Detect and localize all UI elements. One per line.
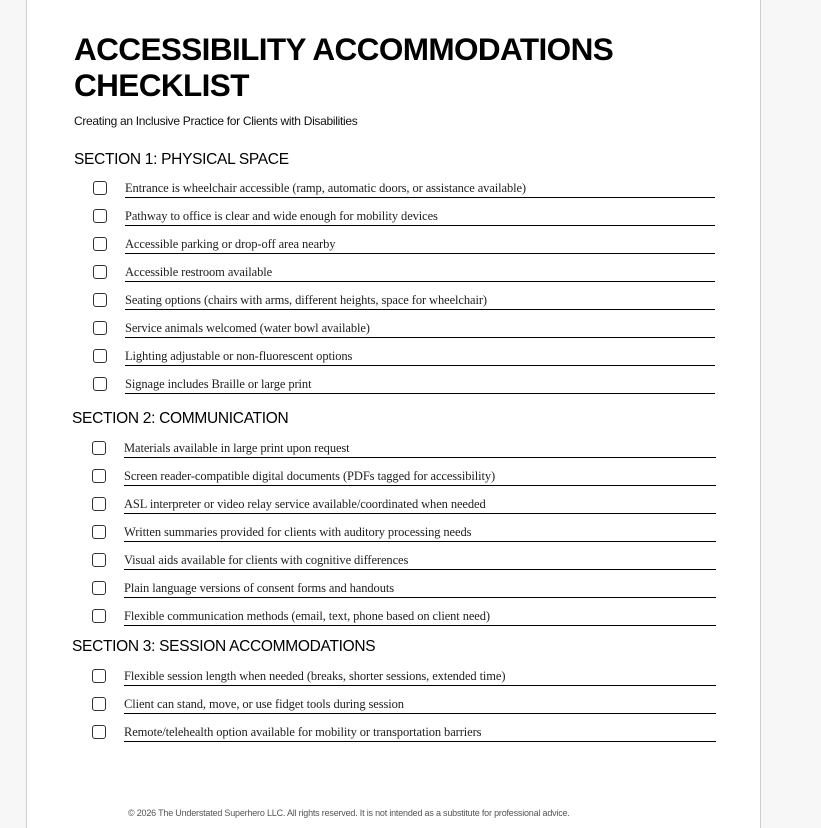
checkbox[interactable] [93,293,107,307]
checkbox[interactable] [92,581,106,595]
item-label: Signage includes Braille or large print [125,375,715,394]
checkbox[interactable] [92,697,106,711]
checkbox[interactable] [92,609,106,623]
item-label: Accessible parking or drop-off area nearby [125,235,715,254]
checkbox[interactable] [92,441,106,455]
item-label: Accessible restroom available [125,263,715,282]
item-label: Client can stand, move, or use fidget tools during session [124,695,716,714]
item-label: Materials available in large print upon request [124,439,716,458]
checkbox[interactable] [92,469,106,483]
item-label: Lighting adjustable or non-fluorescent options [125,347,715,366]
checkbox[interactable] [93,321,107,335]
checkbox[interactable] [92,669,106,683]
item-label: Pathway to office is clear and wide enough for mobility devices [125,207,715,226]
document-subtitle: Creating an Inclusive Practice for Clients with Disabilities [74,114,358,128]
checkbox[interactable] [93,209,107,223]
checkbox[interactable] [92,725,106,739]
item-label: Seating options (chairs with arms, different heights, space for wheelchair) [125,291,715,310]
checkbox[interactable] [93,181,107,195]
checkbox[interactable] [93,265,107,279]
checkbox[interactable] [92,525,106,539]
item-label: Service animals welcomed (water bowl available) [125,319,715,338]
document-page [26,0,761,828]
item-label: Remote/telehealth option available for mobility or transportation barriers [124,723,716,742]
item-label: Flexible session length when needed (breaks, shorter sessions, extended time) [124,667,716,686]
item-label: Flexible communication methods (email, text, phone based on client need) [124,607,716,626]
copyright-footer: © 2026 The Understated Superhero LLC. All rights reserved. It is not intended as a substitute for professional advice. [128,808,570,818]
item-label: ASL interpreter or video relay service available/coordinated when needed [124,495,716,514]
section-heading: SECTION 2: COMMUNICATION [72,410,289,427]
item-label: Screen reader-compatible digital documents (PDFs tagged for accessibility) [124,467,716,486]
checkbox[interactable] [93,237,107,251]
item-label: Visual aids available for clients with cognitive differences [124,551,716,570]
checkbox[interactable] [92,497,106,511]
section-heading: SECTION 3: SESSION ACCOMMODATIONS [72,638,376,655]
checkbox[interactable] [93,349,107,363]
document-title: ACCESSIBILITY ACCOMMODATIONS CHECKLIST [74,31,614,103]
item-label: Written summaries provided for clients with auditory processing needs [124,523,716,542]
checkbox[interactable] [93,377,107,391]
checkbox[interactable] [92,553,106,567]
item-label: Plain language versions of consent forms and handouts [124,579,716,598]
item-label: Entrance is wheelchair accessible (ramp, automatic doors, or assistance available) [125,179,715,198]
section-heading: SECTION 1: PHYSICAL SPACE [74,151,289,168]
